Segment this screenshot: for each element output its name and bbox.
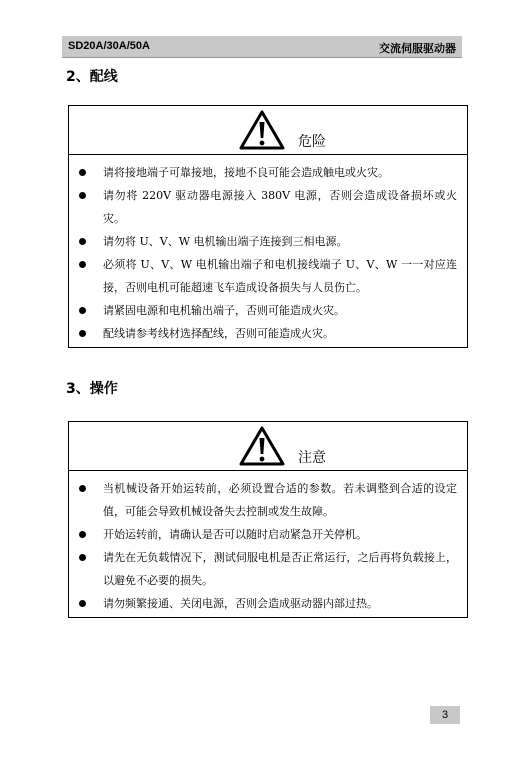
caution-list bbox=[69, 471, 467, 617]
section-title-operation: 3、操作 bbox=[66, 381, 118, 397]
header-model: SD20A/30A/50A bbox=[68, 40, 150, 52]
danger-list bbox=[69, 155, 467, 347]
danger-label: 危险 bbox=[298, 134, 326, 150]
bullet-icon bbox=[79, 238, 86, 245]
list-item: 请勿将 220V 驱动器电源接入 380V 电源，否则会造成设备损坏或火灾。 bbox=[73, 184, 457, 230]
list-item: 必须将 U、V、W 电机输出端子和电机接线端子 U、V、W 一一对应连接，否则电机可能超速飞车造成设备损失与人员伤亡。 bbox=[73, 253, 457, 299]
danger-box bbox=[68, 105, 468, 348]
caution-box-header bbox=[69, 422, 467, 471]
list-item: 请紧固电源和电机输出端子，否则可能造成火灾。 bbox=[73, 299, 457, 322]
warning-triangle-icon bbox=[239, 426, 285, 466]
list-item: 请勿频繁接通、关闭电源，否则会造成驱动器内部过热。 bbox=[73, 592, 457, 615]
bullet-icon bbox=[79, 531, 86, 538]
list-item: 请勿将 U、V、W 电机输出端子连接到三相电源。 bbox=[73, 230, 457, 253]
caution-label: 注意 bbox=[298, 450, 326, 466]
bullet-icon bbox=[79, 192, 86, 199]
header-product: 交流伺服驱动器 bbox=[379, 43, 456, 55]
page-number: 3 bbox=[430, 706, 460, 724]
warning-triangle-icon bbox=[239, 110, 285, 150]
danger-box-header bbox=[69, 106, 467, 155]
bullet-icon bbox=[79, 307, 86, 314]
bullet-icon bbox=[79, 169, 86, 176]
list-item: 当机械设备开始运转前，必须设置合适的参数。若未调整到合适的设定值，可能会导致机械设备失去控制或发生故障。 bbox=[73, 477, 457, 523]
bullet-icon bbox=[79, 485, 86, 492]
bullet-icon bbox=[79, 600, 86, 607]
section-title-wiring: 2、配线 bbox=[66, 69, 118, 85]
bullet-icon bbox=[79, 261, 86, 268]
list-item: 开始运转前，请确认是否可以随时启动紧急开关停机。 bbox=[73, 523, 457, 546]
bullet-icon bbox=[79, 330, 86, 337]
bullet-icon bbox=[79, 554, 86, 561]
caution-box bbox=[68, 421, 468, 618]
list-item: 配线请参考线材选择配线，否则可能造成火灾。 bbox=[73, 322, 457, 345]
list-item: 请先在无负载情况下，测试伺服电机是否正常运行，之后再将负载接上，以避免不必要的损失。 bbox=[73, 546, 457, 592]
page-header bbox=[62, 36, 462, 58]
list-item: 请将接地端子可靠接地，接地不良可能会造成触电或火灾。 bbox=[73, 161, 457, 184]
